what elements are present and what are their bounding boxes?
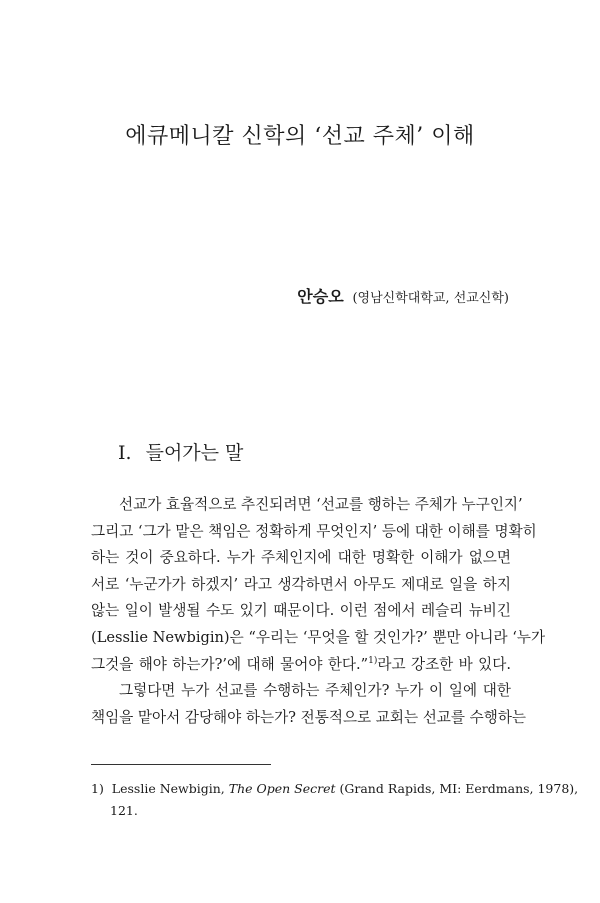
footnote-publication: (Grand Rapids, MI: Eerdmans, 1978), [339, 781, 579, 796]
text-before-footnote: 그것을 해야 하는가?’에 대해 물어야 한다.” [91, 655, 369, 673]
footnote-reference[interactable]: 1) [368, 655, 378, 666]
footnote-page: 121. [110, 803, 138, 818]
section-title: 들어가는 말 [145, 442, 244, 464]
author-line [297, 284, 509, 307]
text-line: 그렇다면 누가 선교를 수행하는 주체인가? 누가 이 일에 대한 [119, 682, 511, 700]
text-line: 책임을 맡아서 감당해야 하는가? 전통적으로 교회는 선교를 수행하는 [91, 708, 527, 726]
text-line: 그리고 ‘그가 맡은 책임은 정확하게 무엇인지’ 등에 대한 이해를 명확히 [91, 522, 537, 540]
text-line: 서로 ‘누군가가 하겠지’ 라고 생각하면서 아무도 제대로 일을 하지 [91, 575, 511, 593]
footnote-author: Lesslie Newbigin, [111, 781, 225, 796]
footnote-book-title: The Open Secret [228, 781, 336, 796]
author-name: 안승오 [297, 287, 344, 306]
paragraph-1 [91, 492, 546, 678]
footnote [91, 778, 579, 822]
text-line: 않는 일이 발생될 수도 있기 때문이다. 이런 점에서 레슬리 뉴비긴 [91, 602, 511, 620]
section-heading [118, 438, 243, 465]
article-title: 에큐메니칼 신학의 ‘선교 주체’ 이해 [125, 124, 475, 149]
footnote-line [91, 778, 579, 800]
section-number: I. [118, 442, 132, 464]
text-line: 하는 것이 중요하다. 누가 주체인지에 대한 명확한 이해가 없으면 [91, 549, 511, 567]
text-line: 선교가 효율적으로 추진되려면 ‘선교를 행하는 주체가 누구인지’ [119, 496, 523, 513]
author-affiliation: (영남신학대학교, 선교신학) [352, 291, 509, 306]
text-line [91, 652, 511, 679]
text-after-footnote: 라고 강조한 바 있다. [377, 655, 511, 673]
footnote-divider [91, 764, 271, 765]
paragraph-2 [91, 678, 527, 731]
text-line: (Lesslie Newbigin)은 “우리는 ‘무엇을 할 것인가?’ 뿐만 아니라 ‘누가 [91, 628, 546, 646]
body-text [91, 492, 546, 731]
footnote-number: 1) [91, 781, 104, 796]
